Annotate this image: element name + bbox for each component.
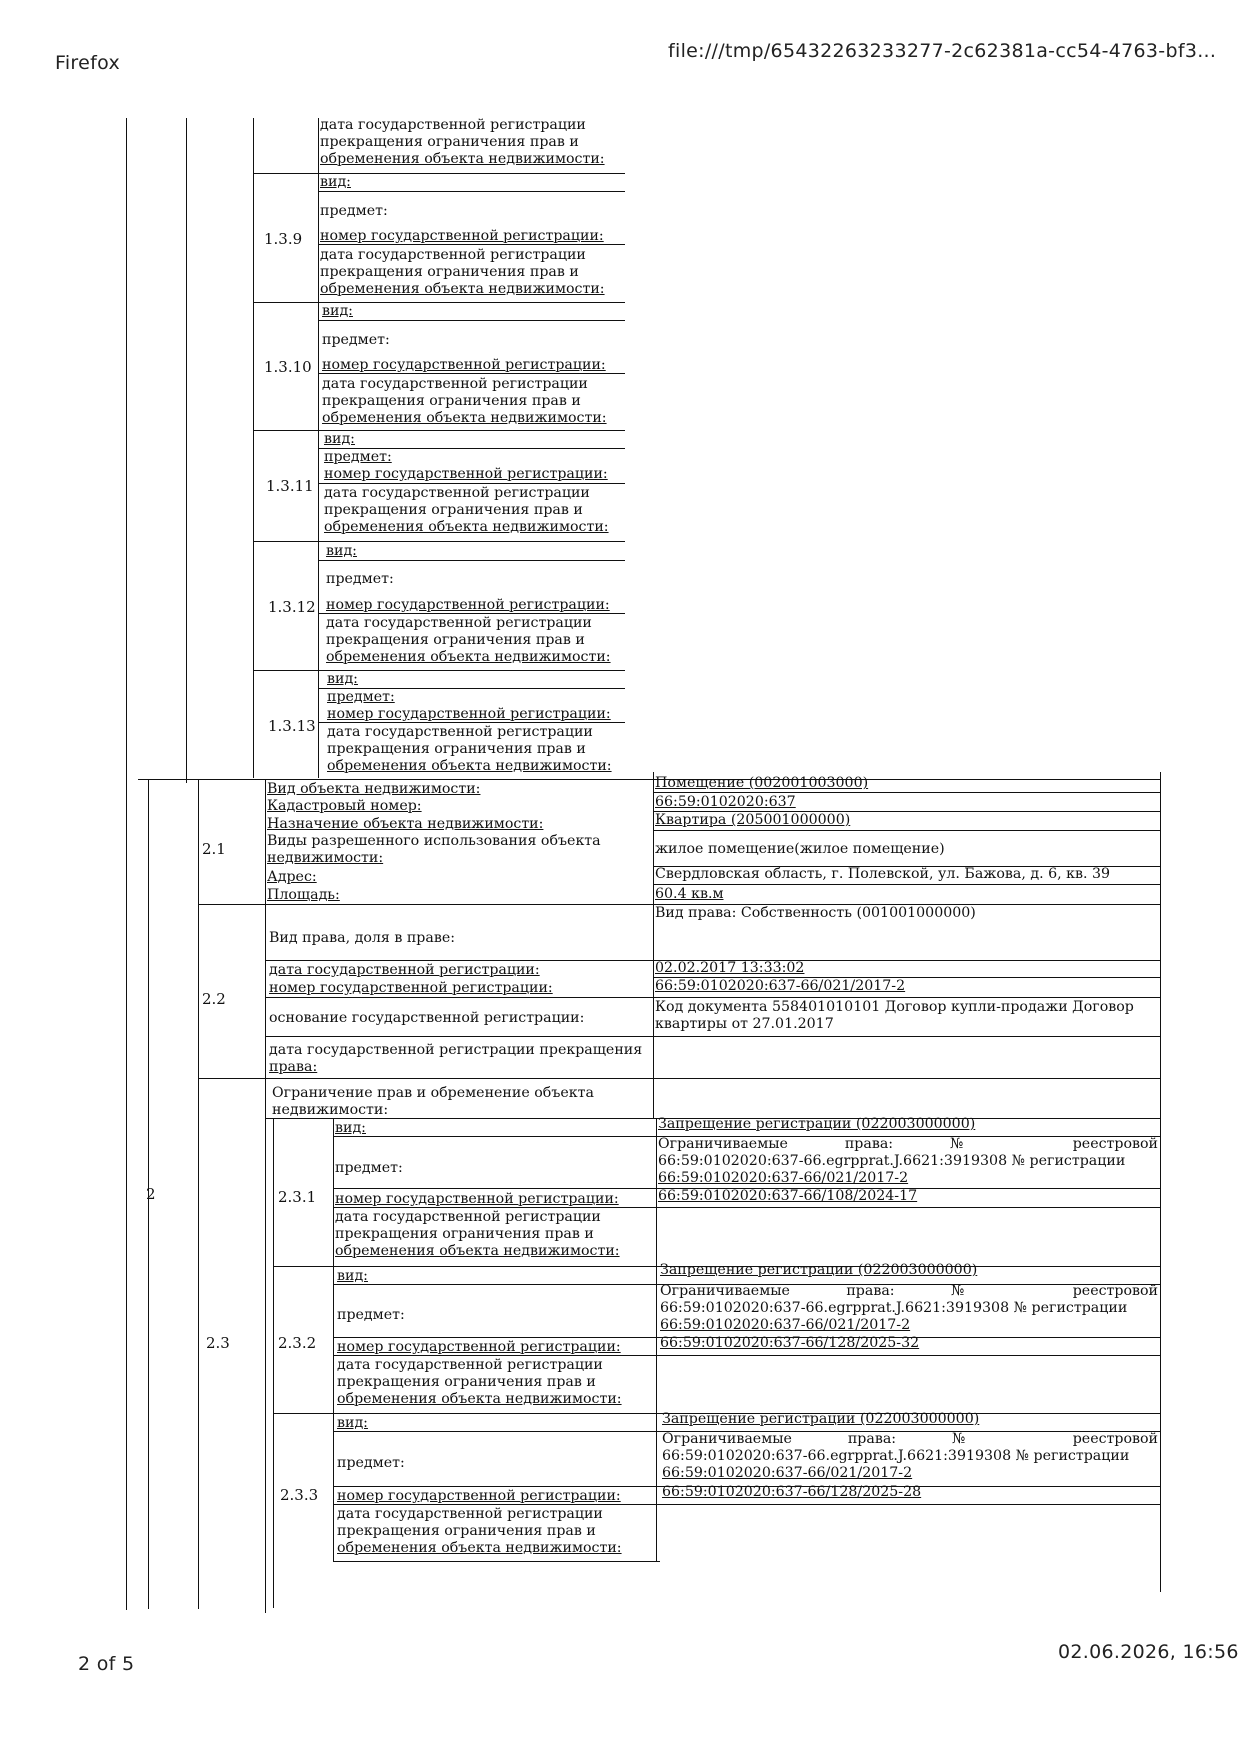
line bbox=[653, 792, 1160, 793]
nomer-label: номер государственной регистрации: bbox=[324, 466, 608, 482]
cadastral-value: 66:59:0102020:637 bbox=[655, 794, 796, 810]
line bbox=[318, 320, 625, 321]
line bbox=[333, 1355, 1160, 1356]
term-date-line3: обременения объекта недвижимости: bbox=[327, 758, 612, 774]
page-counter: 2 of 5 bbox=[78, 1653, 135, 1675]
subsection-number: 2.1 bbox=[202, 840, 226, 858]
line bbox=[318, 483, 625, 484]
item-number: 2.3.1 bbox=[278, 1188, 317, 1206]
print-datetime: 02.06.2026, 16:56 bbox=[1058, 1641, 1239, 1663]
predmet-value-line2: 66:59:0102020:637-66.egrpprat.J.6621:3919308 № регистрации bbox=[658, 1153, 1126, 1169]
nomer-label: номер государственной регистрации: bbox=[337, 1488, 621, 1504]
row-divider bbox=[198, 1078, 1160, 1079]
cadastral-label: Кадастровый номер: bbox=[267, 798, 422, 814]
purpose-label: Назначение объекта недвижимости: bbox=[267, 816, 544, 832]
line bbox=[265, 1036, 1160, 1037]
value-col-border bbox=[653, 904, 654, 1078]
row-divider bbox=[253, 541, 625, 542]
row-number: 1.3.11 bbox=[266, 477, 314, 495]
encumbrance-title-line1: Ограничение прав и обременение объекта bbox=[272, 1085, 594, 1101]
predmet-value-line2: 66:59:0102020:637-66.egrpprat.J.6621:3919308 № регистрации bbox=[662, 1448, 1130, 1464]
section1-num-border bbox=[186, 118, 187, 783]
reg-basis-value-line2: квартиры от 27.01.2017 bbox=[655, 1016, 834, 1032]
predmet-value-line1: Ограничиваемые права: № реестровой bbox=[662, 1431, 1158, 1447]
browser-app-name: Firefox bbox=[55, 52, 120, 74]
vid-label: вид: bbox=[320, 174, 351, 190]
predmet-value-line2: 66:59:0102020:637-66.egrpprat.J.6621:3919308 № регистрации bbox=[660, 1300, 1128, 1316]
term-date-line2: прекращения ограничения прав и bbox=[322, 393, 581, 409]
term-date-line3: обременения объекта недвижимости: bbox=[337, 1540, 622, 1556]
row-number: 1.3.10 bbox=[264, 358, 312, 376]
reg-number-label: номер государственной регистрации: bbox=[269, 980, 553, 996]
predmet-label: предмет: bbox=[327, 689, 395, 705]
line bbox=[653, 830, 1160, 831]
vid-label: вид: bbox=[322, 303, 353, 319]
term-date-line3: обременения объекта недвижимости: bbox=[322, 410, 607, 426]
object-type-label: Вид объекта недвижимости: bbox=[267, 781, 481, 797]
line bbox=[265, 997, 1160, 998]
right-type-value: Вид права: Собственность (001001000000) bbox=[655, 905, 976, 921]
line bbox=[318, 191, 625, 192]
purpose-value: Квартира (205001000000) bbox=[655, 812, 851, 828]
nomer-label: номер государственной регистрации: bbox=[320, 228, 604, 244]
term-date-line1: дата государственной регистрации bbox=[322, 376, 588, 392]
predmet-label: предмет: bbox=[320, 203, 388, 219]
row-number: 1.3.12 bbox=[268, 598, 316, 616]
nomer-label: номер государственной регистрации: bbox=[326, 597, 610, 613]
permitted-use-value: жилое помещение(жилое помещение) bbox=[655, 841, 945, 857]
predmet-value-line1: Ограничиваемые права: № реестровой bbox=[658, 1136, 1158, 1152]
vid-value: Запрещение регистрации (022003000000) bbox=[658, 1116, 976, 1132]
reg-date-value: 02.02.2017 13:33:02 bbox=[655, 960, 805, 976]
line bbox=[318, 244, 625, 245]
line bbox=[333, 1207, 1160, 1208]
file-url: file:///tmp/65432263233277-2c62381a-cc54-4763-bf3... bbox=[668, 40, 1217, 62]
line bbox=[318, 613, 625, 614]
value-col-border bbox=[653, 1078, 654, 1118]
term-date-line3: обременения объекта недвижимости: bbox=[337, 1391, 622, 1407]
term-date-line1: дата государственной регистрации bbox=[335, 1209, 601, 1225]
predmet-label: предмет: bbox=[324, 449, 392, 465]
vid-label: вид: bbox=[335, 1120, 366, 1136]
permitted-use-label-line1: Виды разрешенного использования объекта bbox=[267, 833, 601, 849]
term-date-line2: прекращения ограничения прав и bbox=[320, 134, 579, 150]
reg-number-value: 66:59:0102020:637-66/021/2017-2 bbox=[655, 978, 906, 994]
line bbox=[333, 1504, 1160, 1505]
row-divider bbox=[253, 302, 625, 303]
section2-right-border bbox=[1160, 772, 1161, 1592]
sub-num-border-left bbox=[253, 118, 254, 778]
area-label: Площадь: bbox=[267, 887, 340, 903]
term-date-line3: обременения объекта недвижимости: bbox=[320, 151, 605, 167]
term-date-line2: прекращения ограничения прав и bbox=[324, 502, 583, 518]
encumbrance-title-line2: недвижимости: bbox=[272, 1102, 389, 1118]
right-type-label: Вид права, доля в праве: bbox=[269, 930, 455, 946]
predmet-label: предмет: bbox=[326, 571, 394, 587]
term-date-line3: обременения объекта недвижимости: bbox=[324, 519, 609, 535]
row-number: 1.3.9 bbox=[264, 230, 303, 248]
reg-basis-value-line1: Код документа 558401010101 Договор купли-продажи Договор bbox=[655, 999, 1134, 1015]
item-number: 2.3.2 bbox=[278, 1334, 317, 1352]
predmet-value-line1: Ограничиваемые права: № реестровой bbox=[660, 1283, 1158, 1299]
term-date-line3: обременения объекта недвижимости: bbox=[326, 649, 611, 665]
term-date-line2: прекращения ограничения прав и bbox=[335, 1226, 594, 1242]
item-number: 2.3.3 bbox=[280, 1486, 319, 1504]
term-date-line2: прекращения ограничения прав и bbox=[337, 1374, 596, 1390]
section-number: 2 bbox=[146, 1185, 156, 1203]
area-value: 60.4 кв.м bbox=[655, 886, 724, 902]
vid-value: Запрещение регистрации (022003000000) bbox=[662, 1411, 980, 1427]
nomer-label: номер государственной регистрации: bbox=[335, 1191, 619, 1207]
outer-left-border bbox=[126, 118, 127, 1610]
address-value: Свердловская область, г. Полевской, ул. Бажова, д. 6, кв. 39 bbox=[655, 866, 1111, 882]
predmet-label: предмет: bbox=[337, 1455, 405, 1471]
line bbox=[333, 1561, 660, 1562]
term-date-line1: дата государственной регистрации bbox=[326, 615, 592, 631]
term-date-line1: дата государственной регистрации bbox=[337, 1506, 603, 1522]
row-number: 1.3.13 bbox=[268, 717, 316, 735]
nomer-value: 66:59:0102020:637-66/128/2025-28 bbox=[662, 1484, 922, 1500]
term-date-line1: дата государственной регистрации bbox=[337, 1357, 603, 1373]
vid-label: вид: bbox=[337, 1415, 368, 1431]
term-date-line2: прекращения ограничения прав и bbox=[320, 264, 579, 280]
row-divider bbox=[253, 430, 625, 431]
row-divider bbox=[253, 173, 625, 174]
predmet-label: предмет: bbox=[322, 332, 390, 348]
nomer-value: 66:59:0102020:637-66/108/2024-17 bbox=[658, 1188, 918, 1204]
nomer-value: 66:59:0102020:637-66/128/2025-32 bbox=[660, 1335, 920, 1351]
termination-date-label-line2: права: bbox=[269, 1059, 318, 1075]
line bbox=[318, 373, 625, 374]
subsection-number: 2.2 bbox=[202, 990, 226, 1008]
predmet-value-line3: 66:59:0102020:637-66/021/2017-2 bbox=[660, 1317, 911, 1333]
term-date-line2: прекращения ограничения прав и bbox=[327, 741, 586, 757]
permitted-use-label-line2: недвижимости: bbox=[267, 850, 384, 866]
object-type-value: Помещение (002001003000) bbox=[655, 775, 869, 791]
row-divider bbox=[253, 670, 625, 671]
term-date-line3: обременения объекта недвижимости: bbox=[335, 1243, 620, 1259]
nomer-label: номер государственной регистрации: bbox=[337, 1339, 621, 1355]
line bbox=[318, 722, 625, 723]
vid-label: вид: bbox=[337, 1268, 368, 1284]
predmet-value-line3: 66:59:0102020:637-66/021/2017-2 bbox=[658, 1170, 909, 1186]
term-date-line2: прекращения ограничения прав и bbox=[326, 632, 585, 648]
term-date-line1: дата государственной регистрации bbox=[324, 485, 590, 501]
predmet-value-line3: 66:59:0102020:637-66/021/2017-2 bbox=[662, 1465, 913, 1481]
term-date-line3: обременения объекта недвижимости: bbox=[320, 281, 605, 297]
term-date-line1: дата государственной регистрации bbox=[327, 724, 593, 740]
item-value-border bbox=[656, 1118, 657, 1561]
term-date-line1: дата государственной регистрации bbox=[320, 117, 586, 133]
term-date-line2: прекращения ограничения прав и bbox=[337, 1523, 596, 1539]
vid-value: Запрещение регистрации (022003000000) bbox=[660, 1262, 978, 1278]
subsection-number: 2.3 bbox=[206, 1334, 230, 1352]
term-date-line1: дата государственной регистрации bbox=[320, 247, 586, 263]
section2-top-border bbox=[138, 779, 1160, 780]
termination-date-label-line1: дата государственной регистрации прекращения bbox=[269, 1042, 643, 1058]
address-label: Адрес: bbox=[267, 869, 317, 885]
predmet-label: предмет: bbox=[335, 1160, 403, 1176]
nomer-label: номер государственной регистрации: bbox=[327, 706, 611, 722]
vid-label: вид: bbox=[324, 431, 355, 447]
predmet-label: предмет: bbox=[337, 1307, 405, 1323]
reg-basis-label: основание государственной регистрации: bbox=[269, 1010, 585, 1026]
vid-label: вид: bbox=[326, 543, 357, 559]
nomer-label: номер государственной регистрации: bbox=[322, 357, 606, 373]
line bbox=[318, 560, 625, 561]
vid-label: вид: bbox=[327, 671, 358, 687]
reg-date-label: дата государственной регистрации: bbox=[269, 962, 540, 978]
item-label-border bbox=[333, 1118, 334, 1561]
item-num-border bbox=[273, 1118, 274, 1608]
line bbox=[653, 884, 1160, 885]
